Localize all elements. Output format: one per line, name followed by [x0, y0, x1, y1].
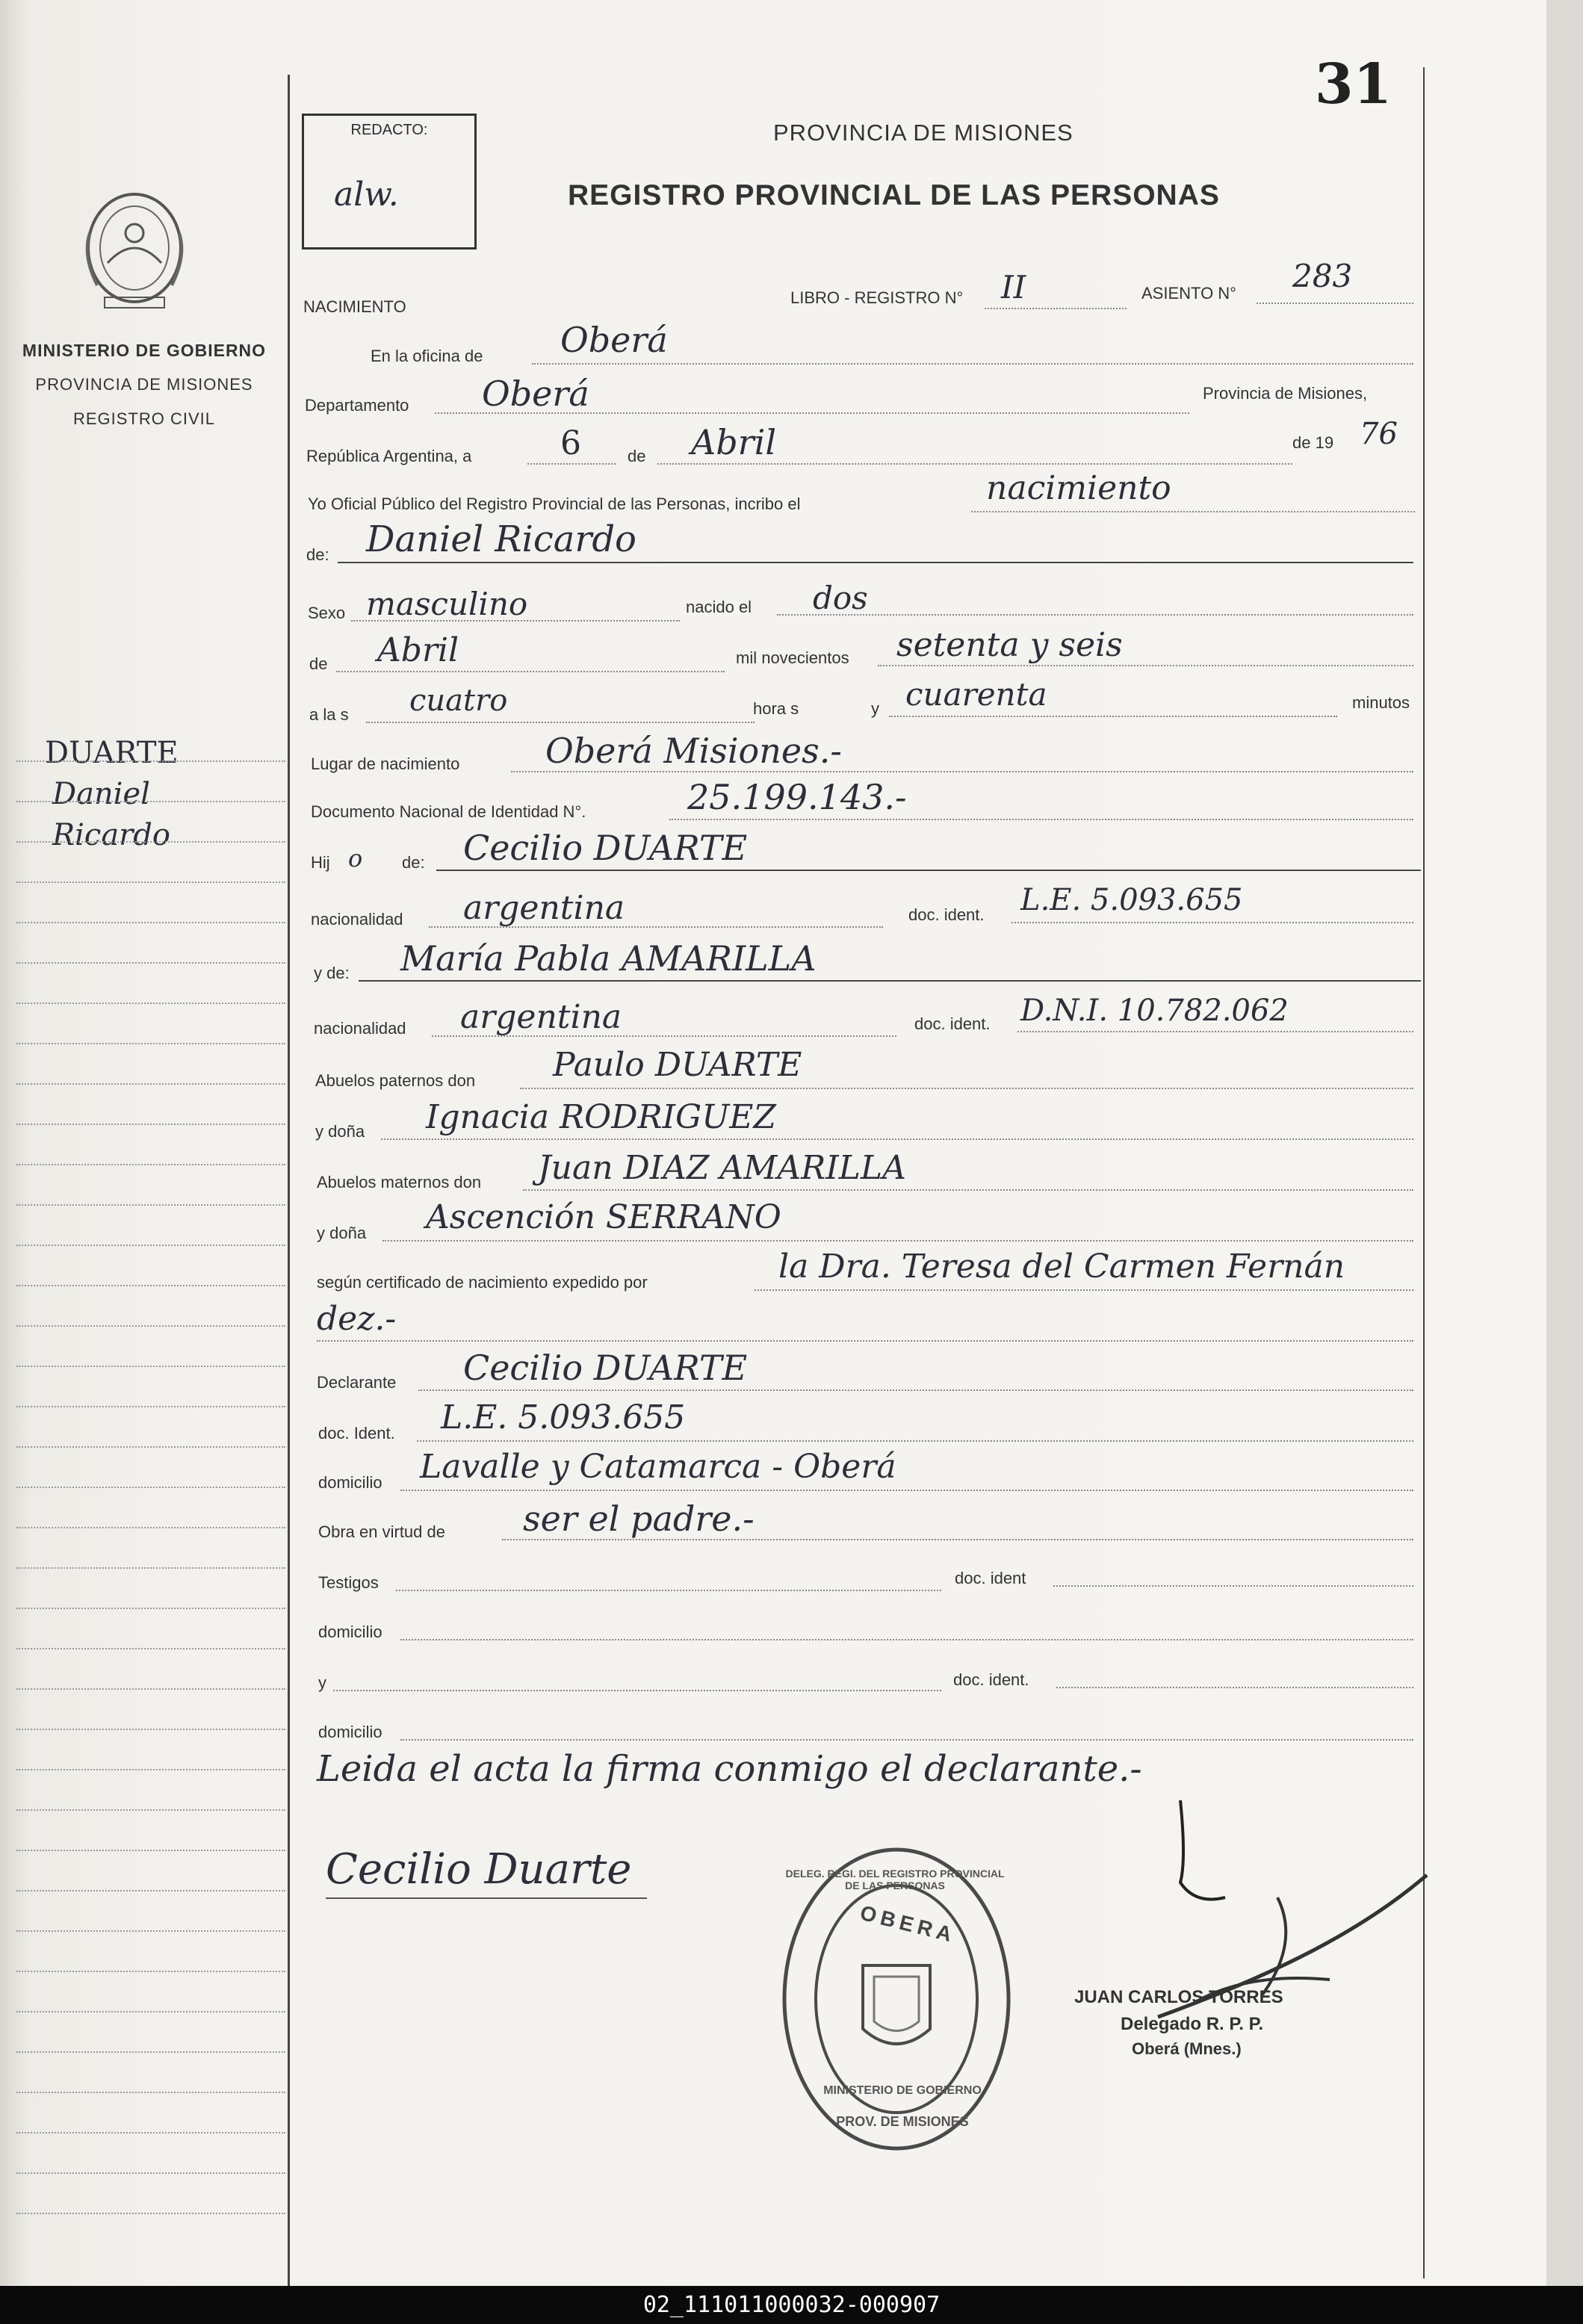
domicilio-rule — [400, 1490, 1413, 1491]
y2-label: y — [318, 1673, 326, 1692]
doc2-value: D.N.I. 10.782.062 — [1020, 994, 1289, 1028]
mil-label: mil novecientos — [736, 648, 849, 667]
year-label: de 19 — [1292, 433, 1334, 452]
sexo-value: masculino — [366, 586, 528, 622]
testigos-rule — [396, 1590, 941, 1591]
oficina-value: Oberá — [560, 320, 668, 360]
margin-ruled-line — [16, 1608, 285, 1609]
doc1-label: doc. ident. — [908, 905, 985, 924]
nacido-label: nacido el — [686, 598, 752, 616]
de-mes-label: de — [309, 654, 328, 673]
asiento-rule — [1257, 303, 1413, 304]
margin-ruled-line — [16, 1809, 285, 1811]
doc2-rule — [1017, 1031, 1413, 1032]
abuelos-paternos-value: Paulo DUARTE — [553, 1046, 802, 1084]
departamento-label: Departamento — [305, 396, 409, 415]
hora-label: hora s — [753, 699, 799, 718]
lugar-rule — [511, 771, 1413, 772]
officer-place: Oberá (Mnes.) — [1132, 2039, 1242, 2058]
margin-ruled-line — [16, 1043, 285, 1044]
libro-value: II — [1001, 269, 1026, 306]
stamp-inner-text: MINISTERIO DE GOBIERNO — [823, 2084, 982, 2097]
margin-surname: DUARTE — [45, 736, 179, 770]
obra-value: ser el padre.- — [523, 1499, 755, 1539]
hijo-suffix: o — [348, 844, 363, 873]
libro-rule — [985, 308, 1127, 309]
obra-rule — [502, 1539, 1413, 1540]
margin-ruled-line — [16, 1971, 285, 1972]
margin-ruled-line — [16, 1890, 285, 1891]
dona2-value: Ascención SERRANO — [426, 1198, 781, 1236]
alas-value: cuatro — [409, 684, 508, 718]
yde-label: y de: — [314, 964, 350, 982]
doc1-rule — [1012, 922, 1413, 923]
hijo-label: Hij — [311, 853, 330, 872]
minutos-label: minutos — [1352, 693, 1410, 712]
certificado-label: según certificado de nacimiento expedido por — [317, 1273, 648, 1292]
y2-rule — [333, 1690, 941, 1691]
redacto-label: REDACTO: — [350, 122, 428, 138]
nac1-label: nacionalidad — [311, 910, 403, 929]
stamp-bottom-text: PROV. DE MISIONES — [836, 2114, 969, 2129]
provincia-label: Provincia de Misiones, — [1203, 384, 1368, 403]
de-label: de — [628, 447, 646, 465]
dona1-value: Ignacia RODRIGUEZ — [426, 1098, 776, 1136]
asiento-value: 283 — [1292, 258, 1353, 294]
margin-ruled-line — [16, 2011, 285, 2012]
certificado-value-2: dez.- — [317, 1300, 397, 1338]
ministry-province: PROVINCIA DE MISIONES — [35, 375, 253, 394]
dona1-rule — [381, 1138, 1413, 1140]
nacimiento-label: NACIMIENTO — [303, 297, 406, 316]
margin-ruled-line — [16, 1366, 285, 1367]
abuelos-paternos-label: Abuelos paternos don — [315, 1071, 476, 1090]
officer-title: Delegado R. P. P. — [1121, 2014, 1264, 2034]
domicilio-value: Lavalle y Catamarca - Oberá — [420, 1448, 896, 1486]
doc1-value: L.E. 5.093.655 — [1020, 883, 1243, 917]
y-label: y — [871, 699, 879, 718]
margin-ruled-line — [16, 1729, 285, 1730]
nombre-value: Daniel Ricardo — [366, 518, 636, 560]
margin-ruled-line — [16, 1930, 285, 1932]
year-value: 76 — [1360, 417, 1398, 451]
oficial-value: nacimiento — [986, 469, 1171, 507]
mil-value: setenta y seis — [896, 626, 1123, 664]
oficial-rule — [971, 511, 1415, 512]
lugar-label: Lugar de nacimiento — [311, 754, 460, 773]
nacido-value: dos — [813, 580, 868, 616]
page-edge — [1546, 0, 1583, 2286]
margin-ruled-line — [16, 922, 285, 923]
testigos-doc-label: doc. ident — [955, 1569, 1026, 1587]
departamento-value: Oberá — [482, 374, 589, 414]
domicilio2-rule — [400, 1639, 1413, 1640]
oficial-label: Yo Oficial Público del Registro Provincial de las Personas, incribo el — [308, 495, 801, 513]
libro-label: LIBRO - REGISTRO N° — [790, 288, 964, 307]
nombre-label: de: — [306, 545, 329, 564]
domicilio3-label: domicilio — [318, 1723, 382, 1741]
closing-statement: Leida el acta la firma conmigo el declarante.- — [317, 1748, 1142, 1790]
margin-ruled-line — [16, 1204, 285, 1206]
header-registry: REGISTRO PROVINCIAL DE LAS PERSONAS — [568, 179, 1220, 211]
month-value: Abril — [691, 422, 777, 462]
dni-rule — [669, 819, 1413, 820]
declarante-label: Declarante — [317, 1373, 397, 1392]
dona2-label: y doña — [317, 1224, 367, 1242]
minutos-rule — [889, 716, 1337, 717]
margin-ruled-line — [16, 1487, 285, 1488]
padre-rule — [436, 870, 1421, 871]
mil-rule — [878, 665, 1413, 666]
oficina-rule — [532, 363, 1413, 365]
certificado-value: la Dra. Teresa del Carmen Fernán — [778, 1248, 1345, 1286]
asiento-label: ASIENTO N° — [1141, 284, 1236, 303]
dona2-rule — [382, 1240, 1413, 1242]
doc-ident-rule — [417, 1440, 1413, 1442]
header-province: PROVINCIA DE MISIONES — [773, 120, 1074, 146]
alas-rule — [366, 722, 755, 723]
hijo-de-label: de: — [402, 853, 425, 872]
abuelos-paternos-rule — [520, 1088, 1413, 1089]
provincial-coat-of-arms-icon — [75, 188, 194, 315]
obra-label: Obra en virtud de — [318, 1522, 445, 1541]
ministry-name: MINISTERIO DE GOBIERNO — [22, 341, 267, 360]
day-value: 6 — [560, 424, 581, 462]
declarant-signature: Cecilio Duarte — [326, 1845, 632, 1894]
doc-ident-value: L.E. 5.093.655 — [441, 1398, 686, 1437]
declarante-value: Cecilio DUARTE — [463, 1348, 748, 1388]
margin-ruled-line — [16, 1648, 285, 1649]
dni-label: Documento Nacional de Identidad N°. — [311, 802, 586, 821]
officer-signature-icon — [1150, 1793, 1449, 2047]
margin-ruled-line — [16, 2051, 285, 2053]
nac2-value: argentina — [460, 998, 622, 1036]
redacto-box — [302, 114, 477, 250]
doc2-label: doc. ident. — [914, 1014, 991, 1033]
margin-ruled-line — [16, 1567, 285, 1569]
ministry-registry: REGISTRO CIVIL — [72, 409, 216, 428]
margin-ruled-line — [16, 1245, 285, 1246]
margin-ruled-line — [16, 1850, 285, 1851]
dona1-label: y doña — [315, 1122, 365, 1141]
margin-given-name-2: Ricardo — [52, 818, 170, 852]
margin-ruled-line — [16, 881, 285, 883]
dni-value: 25.199.143.- — [687, 777, 907, 817]
margin-ruled-line — [16, 2132, 285, 2134]
margin-ruled-line — [16, 1164, 285, 1165]
nacido-rule — [777, 614, 1413, 616]
testigos-doc-rule — [1053, 1585, 1413, 1587]
margin-ruled-line — [16, 2172, 285, 2174]
padre-value: Cecilio DUARTE — [463, 828, 748, 868]
margin-ruled-line — [16, 1688, 285, 1690]
domicilio3-rule — [400, 1739, 1413, 1741]
margin-ruled-line — [16, 760, 285, 762]
stamp-city: OBERA — [858, 1900, 959, 1947]
scan-identifier: 02_111011000032-000907 — [0, 2286, 1583, 2324]
page-number: 31 — [1315, 52, 1392, 117]
certificado-rule — [755, 1289, 1413, 1291]
margin-ruled-line — [16, 1527, 285, 1528]
margin-ruled-line — [16, 1325, 285, 1327]
nac1-value: argentina — [463, 889, 625, 927]
abuelos-maternos-label: Abuelos maternos don — [317, 1173, 482, 1192]
lugar-value: Oberá Misiones.- — [545, 731, 842, 771]
margin-ruled-line — [16, 801, 285, 802]
republica-label: República Argentina, a — [306, 447, 472, 465]
minutos-value: cuarenta — [905, 676, 1047, 713]
month-rule — [657, 463, 1292, 465]
margin-ruled-line — [16, 962, 285, 964]
mes-rule — [336, 671, 725, 672]
margin-ruled-line — [16, 1083, 285, 1085]
margin-ruled-line — [16, 1003, 285, 1004]
nac2-label: nacionalidad — [314, 1019, 406, 1038]
margin-ruled-line — [16, 1406, 285, 1407]
mes-value: Abril — [377, 631, 459, 669]
ministry-block — [21, 333, 267, 436]
oficina-label: En la oficina de — [371, 347, 483, 365]
margin-ruled-line — [16, 1446, 285, 1448]
doc3-label: doc. ident. — [953, 1670, 1029, 1689]
stamp-outer-text: DELEG. REGI. DEL REGISTRO PROVINCIAL DE LAS PERSONAS — [785, 1868, 1005, 1891]
margin-given-name-1: Daniel — [52, 777, 150, 811]
officer-name: JUAN CARLOS TORRES — [1074, 1987, 1283, 2007]
margin-ruled-line — [16, 841, 285, 843]
declarante-rule — [418, 1389, 1413, 1391]
day-rule — [527, 463, 616, 465]
left-margin-rule — [288, 75, 290, 2286]
abuelos-maternos-rule — [523, 1189, 1413, 1191]
certificado-rule-2 — [317, 1340, 1413, 1342]
sexo-label: Sexo — [308, 604, 346, 622]
alas-label: a la s — [309, 705, 349, 724]
domicilio2-label: domicilio — [318, 1623, 382, 1641]
nombre-rule — [338, 562, 1413, 563]
redacto-initials: alw. — [334, 176, 399, 214]
margin-ruled-line — [16, 1769, 285, 1770]
declarant-signature-underline — [326, 1897, 647, 1899]
doc-ident-label: doc. Ident. — [318, 1424, 395, 1443]
margin-ruled-line — [16, 1124, 285, 1125]
madre-value: María Pabla AMARILLA — [400, 938, 817, 979]
doc3-rule — [1056, 1687, 1413, 1688]
margin-ruled-line — [16, 2092, 285, 2093]
domicilio-label: domicilio — [318, 1473, 382, 1492]
testigos-label: Testigos — [318, 1573, 379, 1592]
madre-rule — [359, 980, 1421, 982]
margin-ruled-line — [16, 1285, 285, 1286]
abuelos-maternos-value: Juan DIAZ AMARILLA — [538, 1149, 906, 1187]
margin-ruled-line — [16, 2213, 285, 2214]
